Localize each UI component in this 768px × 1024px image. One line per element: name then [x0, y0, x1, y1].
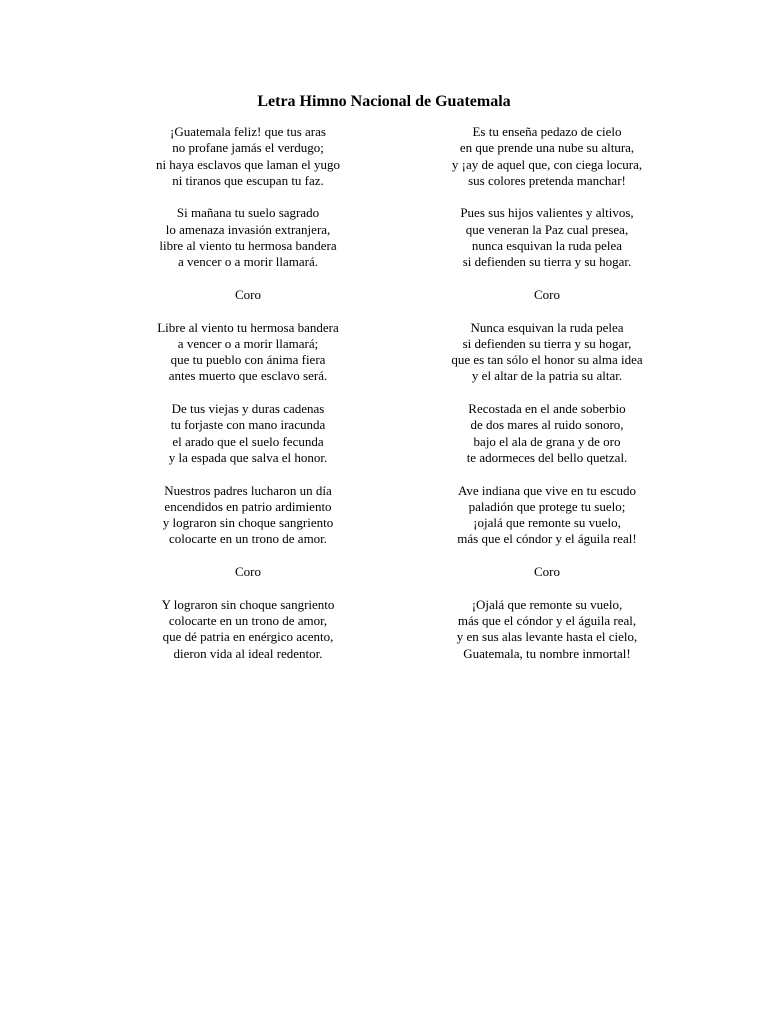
verse-line: y la espada que salva el honor. [168, 449, 328, 465]
verse-line: a vencer o a morir llamará; [177, 335, 319, 351]
verse-line: ni tiranos que escupan tu faz. [172, 172, 324, 188]
chorus-text: Coro [534, 564, 560, 580]
chorus-label [407, 564, 687, 580]
chorus-text: Coro [235, 286, 261, 302]
verse-line: más que el cóndor y el águila real, [457, 612, 637, 628]
verse-line: libre al viento tu hermosa bandera [159, 238, 337, 254]
verse-line: Guatemala, tu nombre inmortal! [463, 645, 631, 661]
stanza [407, 320, 687, 385]
verse-line: Si mañana tu suelo sagrado [176, 205, 320, 221]
verse-line: Libre al viento tu hermosa bandera [157, 319, 339, 335]
verse-line: nunca esquivan la ruda pelea [471, 238, 623, 254]
verse-line: no profane jamás el verdugo; [172, 140, 324, 156]
verse-line: colocarte en un trono de amor, [168, 612, 328, 628]
verse-line: y en sus alas levante hasta el cielo, [456, 629, 638, 645]
verse-line: y el altar de la patria su altar. [471, 368, 623, 384]
verse-line: encendidos en patrio ardimiento [164, 498, 332, 514]
stanza [407, 597, 687, 662]
verse-line: De tus viejas y duras cadenas [171, 401, 325, 417]
verse-line: bajo el ala de grana y de oro [473, 433, 621, 449]
verse-line: Nuestros padres lucharon un día [164, 482, 332, 498]
verse-line: si defienden su tierra y su hogar, [462, 335, 632, 351]
verse-line: en que prende una nube su altura, [459, 140, 635, 156]
verse-line: que dé patria en enérgico acento, [162, 629, 334, 645]
verse-line: si defienden su tierra y su hogar. [462, 254, 632, 270]
page-title: Letra Himno Nacional de Guatemala [257, 93, 511, 110]
right-column [407, 124, 687, 678]
verse-line: tu forjaste con mano iracunda [170, 417, 326, 433]
verse-line: Recostada en el ande soberbio [468, 401, 626, 417]
verse-line: y lograron sin choque sangriento [162, 515, 334, 531]
verse-line: que veneran la Paz cual presea, [465, 221, 629, 237]
verse-line: ¡ojalá que remonte su vuelo, [473, 515, 621, 531]
chorus-label [407, 287, 687, 303]
stanza [108, 124, 388, 189]
verse-line: dieron vida al ideal redentor. [173, 645, 323, 661]
stanza [407, 124, 687, 189]
verse-line: sus colores pretenda manchar! [468, 172, 626, 188]
chorus-label [108, 564, 388, 580]
verse-line: lo amenaza invasión extranjera, [165, 221, 331, 237]
verse-line: ¡Guatemala feliz! que tus aras [170, 124, 326, 139]
stanza [108, 483, 388, 548]
chorus-text: Coro [534, 286, 560, 302]
verse-line: Nunca esquivan la ruda pelea [470, 319, 624, 335]
chorus-text: Coro [235, 564, 261, 580]
stanza [407, 483, 687, 548]
verse-line: ni haya esclavos que laman el yugo [155, 156, 341, 172]
verse-line: colocarte en un trono de amor. [168, 531, 328, 547]
verse-line: más que el cóndor y el águila real! [457, 531, 637, 547]
verse-line: paladión que protege tu suelo; [468, 498, 626, 514]
stanza [407, 205, 687, 270]
verse-line: que es tan sólo el honor su alma idea [451, 352, 643, 368]
left-column [108, 124, 388, 678]
stanza [108, 597, 388, 662]
stanza [407, 401, 687, 466]
verse-line: el arado que el suelo fecunda [172, 433, 324, 449]
verse-line: que tu pueblo con ánima fiera [170, 352, 326, 368]
verse-line: Es tu enseña pedazo de cielo [472, 124, 622, 139]
verse-line: Y lograron sin choque sangriento [161, 596, 335, 612]
stanza [108, 401, 388, 466]
verse-line: a vencer o a morir llamará. [177, 254, 319, 270]
verse-line: Pues sus hijos valientes y altivos, [460, 205, 634, 221]
stanza [108, 205, 388, 270]
verse-line: y ¡ay de aquel que, con ciega locura, [451, 156, 643, 172]
verse-line: ¡Ojalá que remonte su vuelo, [471, 596, 623, 612]
verse-line: te adormeces del bello quetzal. [466, 449, 628, 465]
stanza [108, 320, 388, 385]
chorus-label [108, 287, 388, 303]
verse-line: de dos mares al ruido sonoro, [470, 417, 624, 433]
verse-line: antes muerto que esclavo será. [168, 368, 328, 384]
verse-line: Ave indiana que vive en tu escudo [457, 482, 637, 498]
